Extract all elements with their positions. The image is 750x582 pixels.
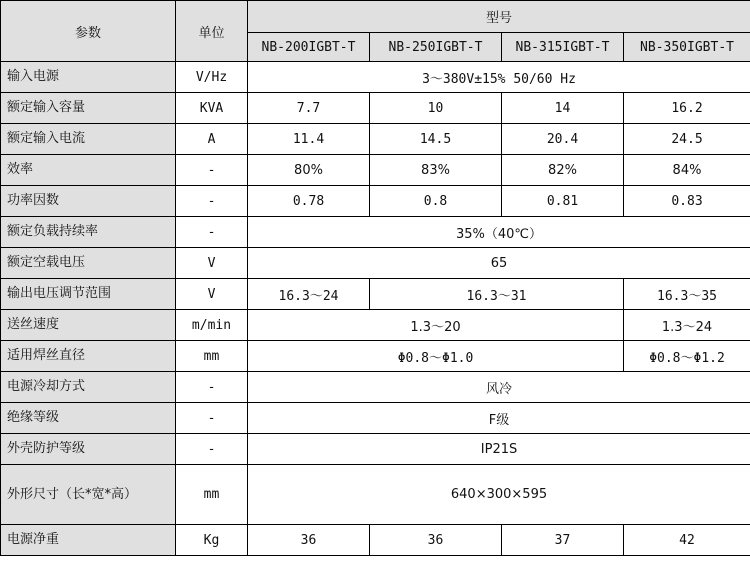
row-label: 额定负载持续率 [1,217,176,248]
row-value: 0.8 [370,186,502,217]
table-row [1,434,750,465]
row-label: 适用焊丝直径 [1,341,176,372]
row-value: 84% [624,155,750,186]
row-value: IP21S [248,434,750,465]
row-value: Φ0.8～Φ1.2 [624,341,750,372]
row-value: 36 [370,525,502,556]
row-label: 电源净重 [1,525,176,556]
row-value: 80% [248,155,370,186]
table-row [1,93,750,124]
row-label: 输出电压调节范围 [1,279,176,310]
row-value: 14.5 [370,124,502,155]
row-value: 35%（40℃） [248,217,750,248]
row-value: 82% [502,155,624,186]
row-value: 3～380V±15% 50/60 Hz [248,62,750,93]
table-row [1,62,750,93]
row-unit: - [176,186,248,217]
model-header: 型号 [248,1,750,33]
row-unit: mm [176,341,248,372]
table-row [1,341,750,372]
row-label: 输入电源 [1,62,176,93]
table-row [1,124,750,155]
row-value: 640×300×595 [248,465,750,525]
row-value: 0.83 [624,186,750,217]
row-value: 1.3～24 [624,310,750,341]
row-value: 24.5 [624,124,750,155]
row-unit: A [176,124,248,155]
model-name: NB-315IGBT-T [502,33,624,62]
table-row [1,465,750,525]
row-value: 7.7 [248,93,370,124]
row-value: 14 [502,93,624,124]
model-name: NB-350IGBT-T [624,33,750,62]
row-unit: m/min [176,310,248,341]
row-value: 36 [248,525,370,556]
model-name: NB-200IGBT-T [248,33,370,62]
row-value: 16.3～24 [248,279,370,310]
table-row [1,372,750,403]
row-unit: - [176,434,248,465]
row-value: 10 [370,93,502,124]
row-label: 绝缘等级 [1,403,176,434]
table-row [1,248,750,279]
row-unit: V [176,279,248,310]
row-value: 11.4 [248,124,370,155]
row-value: 42 [624,525,750,556]
row-unit: mm [176,465,248,525]
header-row [1,1,750,33]
row-unit: - [176,217,248,248]
table-row [1,403,750,434]
row-unit: Kg [176,525,248,556]
param-header: 参数 [1,1,176,62]
row-value: F级 [248,403,750,434]
row-label: 效率 [1,155,176,186]
row-label: 额定空载电压 [1,248,176,279]
table-row [1,217,750,248]
row-value: 1.3～20 [248,310,624,341]
row-unit: KVA [176,93,248,124]
row-unit: V [176,248,248,279]
row-label: 送丝速度 [1,310,176,341]
row-label: 额定输入电流 [1,124,176,155]
unit-header: 单位 [176,1,248,62]
row-value: 37 [502,525,624,556]
table-row [1,186,750,217]
row-value: Φ0.8～Φ1.0 [248,341,624,372]
row-label: 外壳防护等级 [1,434,176,465]
row-value: 风冷 [248,372,750,403]
row-unit: - [176,403,248,434]
row-value: 16.3～35 [624,279,750,310]
row-label: 功率因数 [1,186,176,217]
row-value: 16.2 [624,93,750,124]
row-label: 电源冷却方式 [1,372,176,403]
row-label: 外形尺寸（长*宽*高） [1,465,176,525]
row-value: 0.81 [502,186,624,217]
row-unit: - [176,155,248,186]
row-value: 0.78 [248,186,370,217]
model-name: NB-250IGBT-T [370,33,502,62]
table-row [1,155,750,186]
table-row [1,310,750,341]
row-value: 83% [370,155,502,186]
table-row [1,525,750,556]
row-unit: V/Hz [176,62,248,93]
row-value: 20.4 [502,124,624,155]
table-row [1,279,750,310]
row-unit: - [176,372,248,403]
row-value: 65 [248,248,750,279]
row-label: 额定输入容量 [1,93,176,124]
row-value: 16.3～31 [370,279,624,310]
